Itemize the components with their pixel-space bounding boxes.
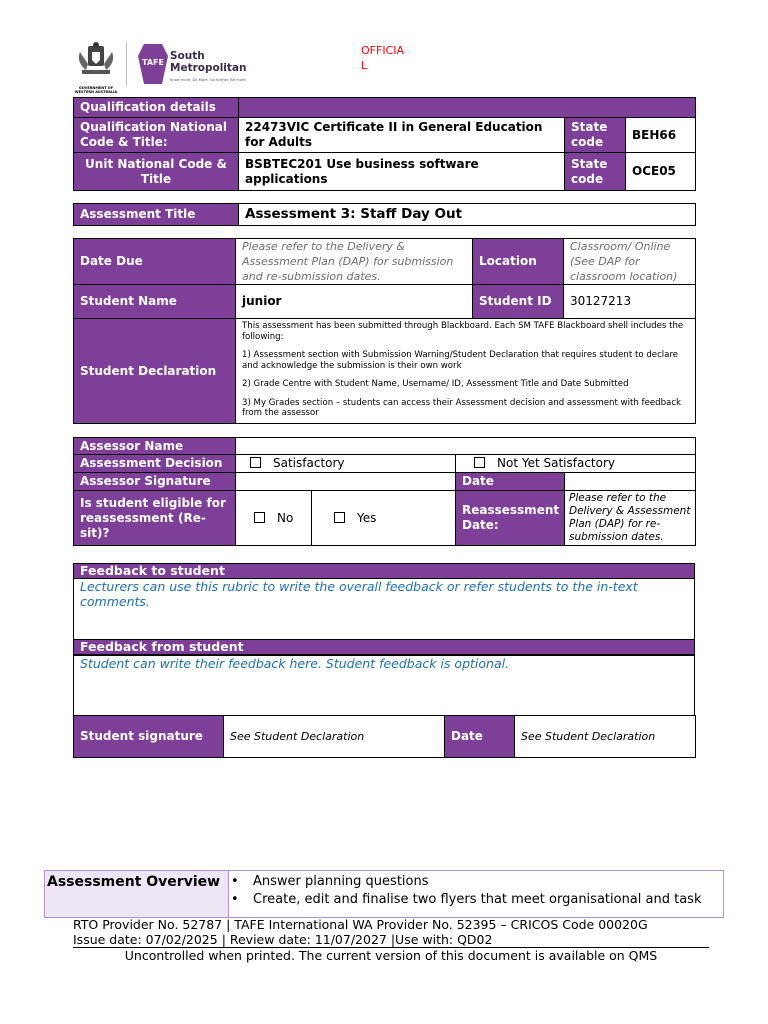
assessor-name-field[interactable]: [236, 438, 696, 455]
overview-item-text: Create, edit and finalise two flyers that meet organisational and task: [253, 892, 702, 907]
unit-code-title-value: BSBTEC201 Use business software applications: [239, 153, 565, 191]
unit-code-title-label: Unit National Code & Title: [74, 153, 239, 191]
assessment-overview-list: [231, 873, 721, 909]
not-yet-satisfactory-checkbox[interactable]: [474, 457, 485, 468]
student-id-value[interactable]: 30127213: [564, 285, 696, 319]
footer: [73, 917, 709, 963]
reassessment-date-label: Reassessment Date:: [456, 491, 565, 546]
date-due-value: Please refer to the Delivery & Assessment Plan (DAP) for submission and re-submission dates.: [236, 239, 473, 285]
qualification-code-title-label: Qualification National Code & Title:: [74, 118, 239, 153]
assessment-title-label: Assessment Title: [74, 204, 239, 226]
assessor-table: [73, 437, 696, 546]
assessor-date-field[interactable]: [565, 473, 696, 491]
feedback-to-student-header: Feedback to student: [73, 563, 695, 579]
declaration-item-2: 2) Grade Centre with Student Name, Username/ ID, Assessment Title and Date Submitted: [242, 379, 629, 389]
assessment-overview-label: Assessment Overview: [47, 874, 221, 890]
assessor-name-label: Assessor Name: [74, 438, 236, 455]
declaration-item-3: 3) My Grades section – students can access their Assessment decision and assessment with feedback from the assessor: [242, 397, 682, 418]
student-name-value[interactable]: junior: [236, 285, 473, 319]
logo-divider: [126, 42, 127, 86]
resit-yes-label: Yes: [357, 510, 377, 525]
wa-government-logo: [72, 42, 120, 94]
footer-line-2: Issue date: 07/02/2025 | Review date: 11/07/2027 |Use with: QD02: [73, 932, 709, 948]
location-value: Classroom/ Online (See DAP for classroom location): [564, 239, 696, 285]
declaration-item-1: 1) Assessment section with Submission Warning/Student Declaration that requires student to declare and acknowledge the submission is their own work: [242, 350, 679, 371]
qualification-state-code-label: State code: [565, 118, 626, 153]
student-signature-date-label: Date: [445, 716, 515, 758]
student-signature-date-value: See Student Declaration: [515, 716, 696, 758]
qualification-code-title-value: 22473VIC Certificate II in General Education for Adults: [239, 118, 565, 153]
student-name-label: Student Name: [74, 285, 236, 319]
bullet-icon: •: [231, 892, 239, 907]
qualification-state-code-value: BEH66: [626, 118, 696, 153]
assessment-title-value: Assessment 3: Staff Day Out: [239, 204, 696, 226]
reassessment-date-value: Please refer to the Delivery & Assessment Plan (DAP) for re-submission dates.: [565, 491, 696, 546]
date-due-label: Date Due: [74, 239, 236, 285]
assessment-decision-label: Assessment Decision: [74, 455, 236, 473]
satisfactory-checkbox[interactable]: [250, 457, 261, 468]
assessor-signature-field[interactable]: [236, 473, 456, 491]
footer-line-3: Uncontrolled when printed. The current version of this document is available on QMS: [124, 948, 658, 963]
unit-state-code-label: State code: [565, 153, 626, 191]
overview-item-text: Answer planning questions: [253, 874, 429, 889]
qualification-details-bar: [239, 98, 696, 118]
qualification-table: [73, 97, 696, 191]
overview-item: [231, 873, 721, 891]
assessor-date-label: Date: [456, 473, 565, 491]
student-signature-value: See Student Declaration: [224, 716, 445, 758]
feedback-from-student-text[interactable]: Student can write their feedback here. Student feedback is optional.: [73, 655, 695, 716]
satisfactory-label: Satisfactory: [273, 456, 345, 470]
declaration-intro: This assessment has been submitted through Blackboard. Each SM TAFE Blackboard shell includes the following:: [242, 321, 684, 342]
not-yet-satisfactory-label: Not Yet Satisfactory: [497, 456, 615, 470]
classification-line-2: L: [361, 59, 368, 72]
tafe-logo-name-1: South: [170, 50, 205, 62]
student-signature-label: Student signature: [74, 716, 224, 758]
resit-no-label: No: [277, 510, 294, 525]
footer-line-1: RTO Provider No. 52787 | TAFE International WA Provider No. 52395 – CRICOS Code 00020G: [73, 917, 648, 932]
assessment-overview-label-cell: [45, 871, 229, 917]
resit-no-option[interactable]: [236, 491, 312, 546]
feedback-to-student-text[interactable]: Lecturers can use this rubric to write the overall feedback or refer students to the in-text comments.: [73, 579, 695, 639]
classification-label: [361, 43, 404, 73]
student-declaration-text: [236, 319, 696, 424]
student-details-table: [73, 238, 696, 424]
student-id-label: Student ID: [473, 285, 564, 319]
feedback-section: [73, 563, 695, 716]
wa-crest-icon: [72, 42, 120, 82]
resit-eligibility-label: Is student eligible for reassessment (Re-sit)?: [74, 491, 236, 546]
assessment-overview: [44, 870, 724, 918]
tafe-logo-name-2: Metropolitan: [170, 62, 247, 74]
qualification-details-label: Qualification details: [74, 98, 239, 118]
bullet-icon: •: [231, 874, 239, 889]
resit-yes-checkbox[interactable]: [334, 512, 345, 523]
assessor-signature-label: Assessor Signature: [74, 473, 236, 491]
tafe-logo-badge: TAFE: [142, 58, 164, 67]
tafe-logo: [138, 44, 247, 88]
unit-state-code-value: OCE05: [626, 153, 696, 191]
wa-logo-caption: GOVERNMENT OF WESTERN AUSTRALIA: [74, 86, 118, 94]
student-signature-table: [73, 715, 696, 758]
student-declaration-label: Student Declaration: [74, 319, 236, 424]
feedback-from-student-header: Feedback from student: [73, 639, 695, 655]
assessment-title-table: [73, 203, 696, 226]
resit-yes-option[interactable]: [312, 491, 456, 546]
resit-no-checkbox[interactable]: [254, 512, 265, 523]
overview-item: [231, 891, 721, 909]
tafe-logo-tagline: Know more. Do More. Go further. Be more.: [170, 78, 247, 82]
satisfactory-option[interactable]: [236, 455, 456, 473]
not-yet-satisfactory-option[interactable]: [456, 455, 696, 473]
classification-line-1: OFFICIA: [361, 44, 405, 57]
location-label: Location: [473, 239, 564, 285]
